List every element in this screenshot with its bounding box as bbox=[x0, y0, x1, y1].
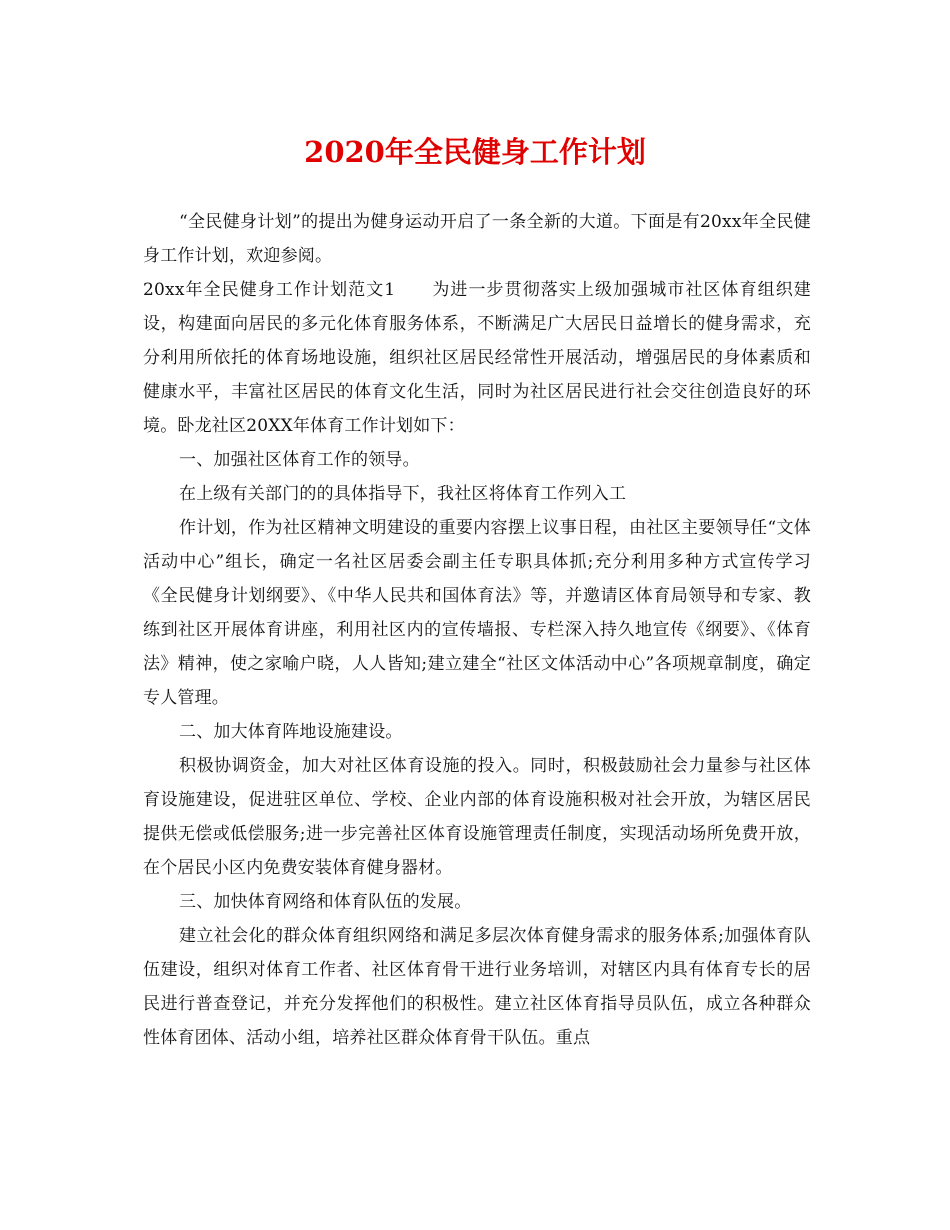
section-heading-2: 二、加大体育阵地设施建设。 bbox=[179, 722, 403, 742]
section-heading-1: 一、加强社区体育工作的领导。 bbox=[179, 450, 420, 470]
sample-paragraph: 20xx年全民健身工作计划范文1 为进一步贯彻落实上级加强城市社区体育组织建设，构建面向居民的多元化体育服务体系，不断满足广大居民日益增长的健身需求，充分利用所依托的体育场地设施，组织社区居民经常性开展活动，增强居民的身体素质和健康水平，丰富社区居民的体育文化生活，同时为社区居民进行社会交往创造良好的环境。卧龙社区20XX年体育工作计划如下： bbox=[143, 280, 811, 436]
body-paragraph: 在上级有关部门的的具体指导下，我社区将体育工作列入工 bbox=[179, 484, 627, 504]
document-body bbox=[143, 205, 811, 1055]
body-paragraph: 积极协调资金，加大对社区体育设施的投入。同时，积极鼓励社会力量参与社区体育设施建设，促进驻区单位、学校、企业内部的体育设施积极对社会开放，为辖区居民提供无偿或低偿服务;进一步完善社区体育设施管理责任制度，实现活动场所免费开放，在个居民小区内免费安装体育健身器材。 bbox=[143, 756, 811, 878]
intro-paragraph: “全民健身计划”的提出为健身运动开启了一条全新的大道。下面是有20xx年全民健身工作计划，欢迎参阅。 bbox=[143, 212, 811, 266]
section-heading-3: 三、加快体育网络和体育队伍的发展。 bbox=[179, 892, 472, 912]
body-paragraph: 作计划，作为社区精神文明建设的重要内容摆上议事日程，由社区主要领导任“文体活动中心”组长，确定一名社区居委会副主任专职具体抓;充分利用多种方式宣传学习《全民健身计划纲要》、《中华人民共和国体育法》等，并邀请区体育局领导和专家、教练到社区开展体育讲座，利用社区内的宣传墙报、专栏深入持久地宣传《纲要》、《体育法》精神，使之家喻户晓，人人皆知;建立建全“社区文体活动中心”各项规章制度，确定专人管理。 bbox=[143, 518, 811, 708]
body-paragraph: 建立社会化的群众体育组织网络和满足多层次体育健身需求的服务体系;加强体育队伍建设，组织对体育工作者、社区体育骨干进行业务培训，对辖区内具有体育专长的居民进行普查登记，并充分发挥他们的积极性。建立社区体育指导员队伍，成立各种群众性体育团体、活动小组，培养社区群众体育骨干队伍。重点 bbox=[143, 926, 811, 1048]
document-title: 2020年全民健身工作计划 bbox=[304, 135, 646, 169]
